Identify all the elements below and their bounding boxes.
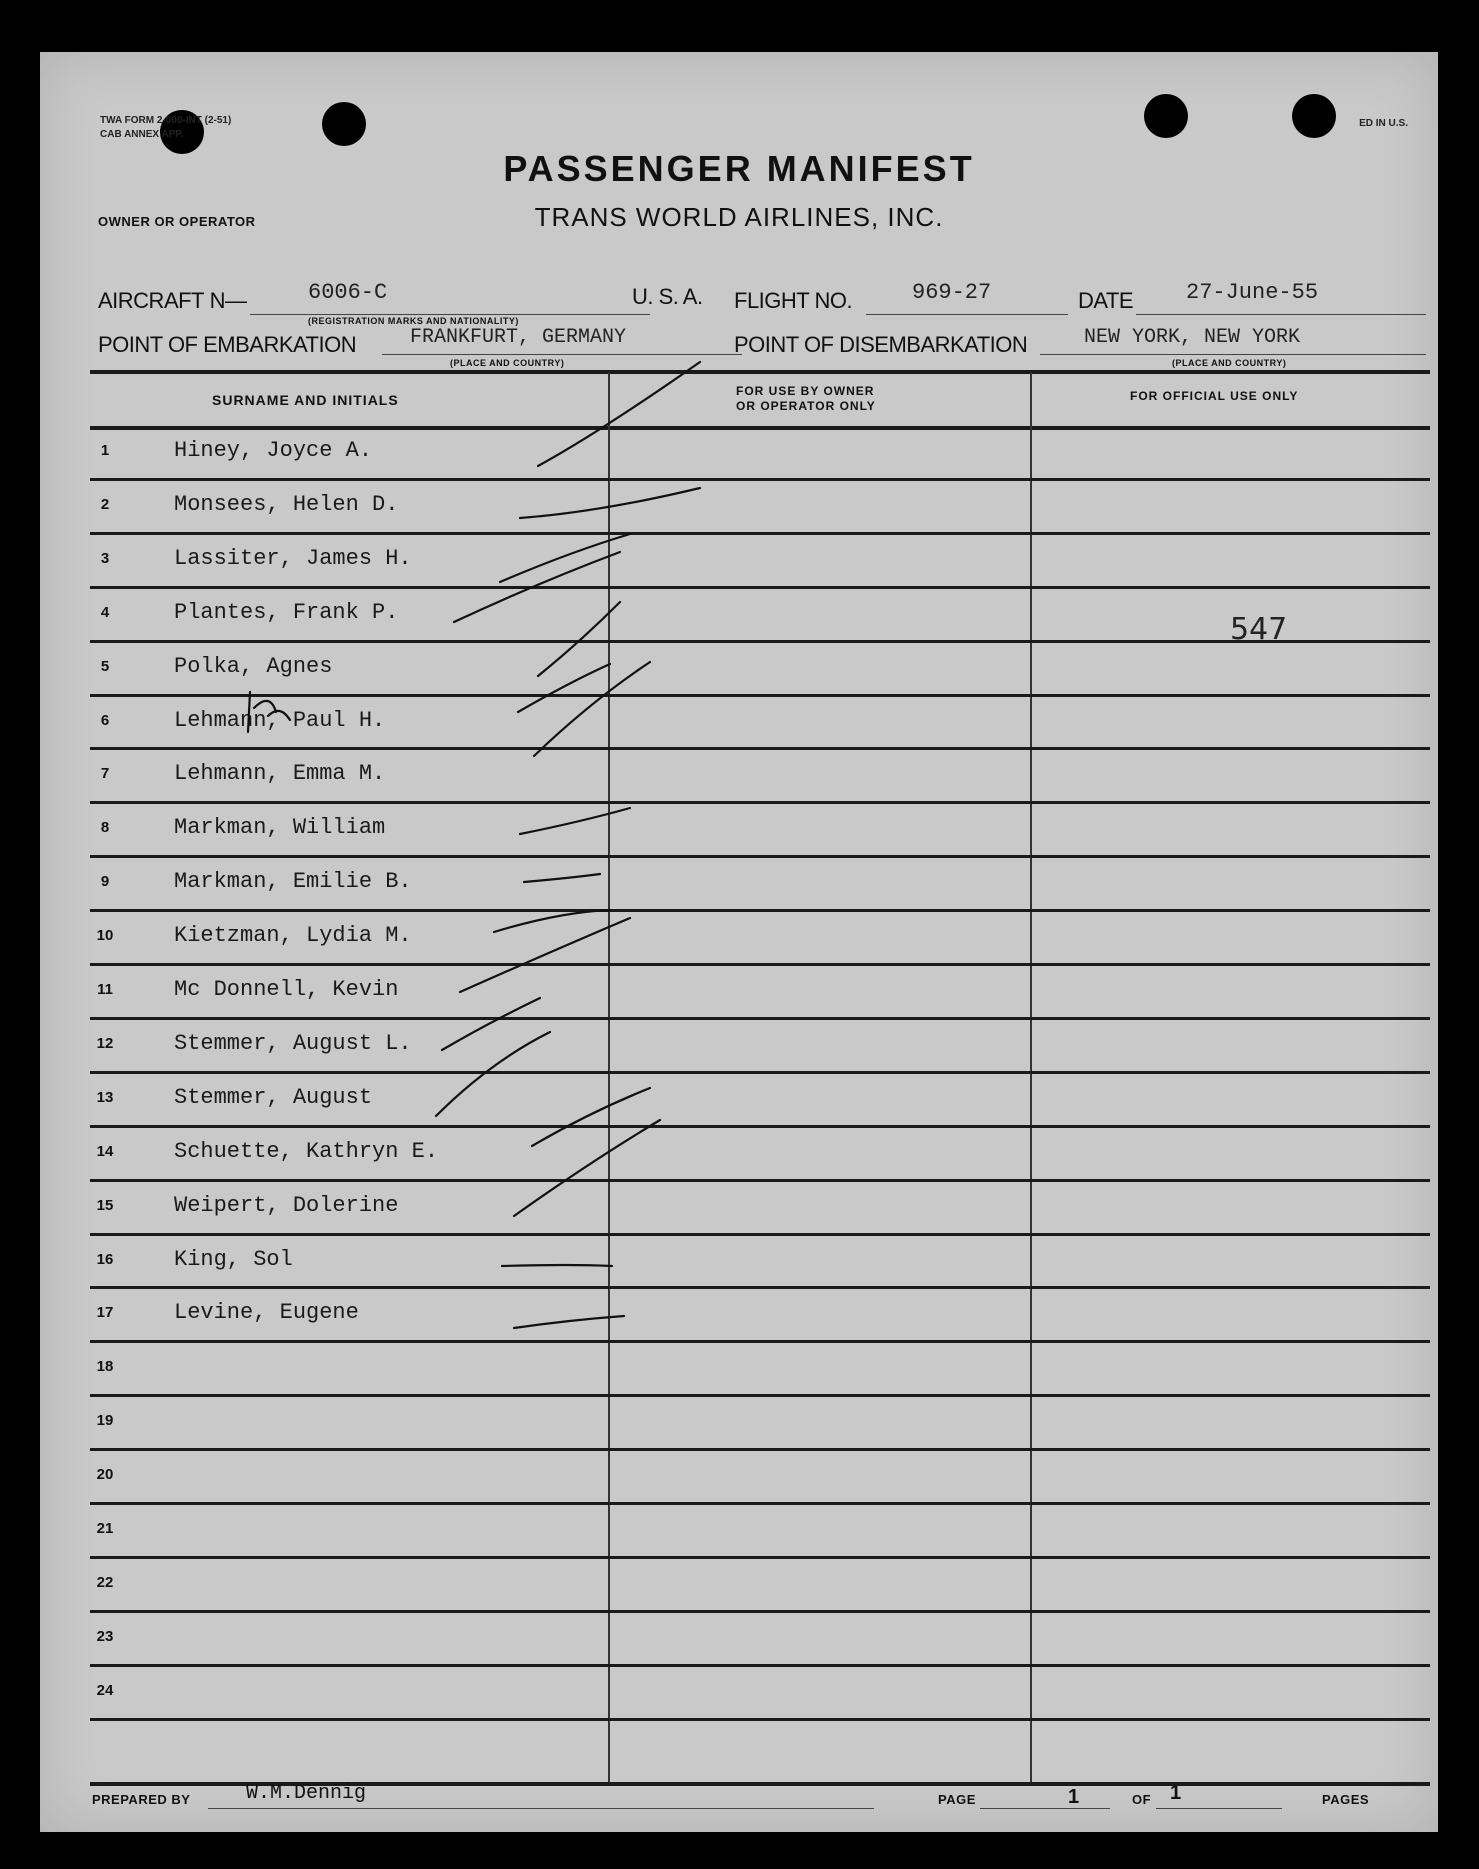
row-number: 10: [96, 927, 114, 945]
disembark-caption: (PLACE AND COUNTRY): [1172, 358, 1287, 368]
aircraft-number: 6006-C: [308, 280, 388, 305]
row-number: 2: [100, 495, 110, 513]
passenger-name: Hiney, Joyce A.: [174, 438, 373, 463]
airline-name: TRANS WORLD AIRLINES, INC.: [534, 202, 944, 232]
registration-caption: (REGISTRATION MARKS AND NATIONALITY): [308, 316, 519, 326]
row-number: 19: [96, 1412, 114, 1430]
row-number: 5: [100, 657, 110, 675]
check-mark: [514, 1316, 624, 1328]
passenger-name: Schuette, Kathryn E.: [174, 1138, 439, 1164]
page-label: PAGE: [938, 1792, 976, 1807]
page-underline: [980, 1808, 1110, 1809]
manifest-sheet: [40, 52, 1438, 1832]
check-mark: [454, 552, 620, 622]
usa-label: U. S. A.: [632, 284, 703, 309]
row-number: 23: [96, 1627, 114, 1645]
manifest-title: PASSENGER MANIFEST: [503, 148, 975, 189]
passenger-name: King, Sol: [174, 1246, 293, 1272]
check-mark: [524, 874, 600, 882]
passenger-name: Levine, Eugene: [174, 1300, 359, 1326]
check-mark: [538, 362, 700, 466]
row-number: 7: [100, 765, 110, 783]
embark-caption: (PLACE AND COUNTRY): [450, 358, 565, 368]
row-number: 3: [100, 549, 110, 567]
flight-number: 969-27: [912, 280, 992, 305]
pages-label: PAGES: [1322, 1792, 1370, 1807]
row-number: 12: [96, 1034, 114, 1052]
flight-label: FLIGHT NO.: [734, 288, 853, 313]
passenger-name: Stemmer, August: [174, 1084, 373, 1110]
disembark-label: POINT OF DISEMBARKATION: [734, 332, 1028, 357]
row-number: 9: [100, 873, 110, 891]
prepared-label: PREPARED BY: [92, 1792, 191, 1807]
passenger-name: Weipert, Dolerine: [174, 1192, 399, 1218]
row-number: 18: [96, 1358, 114, 1376]
row-number: 17: [96, 1304, 114, 1322]
polka-correction: [248, 692, 290, 732]
row-number: 16: [96, 1250, 114, 1268]
owner-use-line2: OR OPERATOR ONLY: [736, 399, 876, 413]
check-mark: [500, 534, 630, 582]
form-id-line2: CAB ANNEX APP.: [100, 129, 184, 140]
check-mark: [518, 664, 610, 712]
check-mark: [494, 910, 610, 932]
page-total: 1: [1170, 1782, 1182, 1804]
owner-label: OWNER OR OPERATOR: [98, 214, 256, 229]
row-number: 24: [96, 1681, 114, 1699]
form-id-right: ED IN U.S.: [1359, 118, 1408, 129]
row-number: 6: [100, 711, 110, 729]
row-number: 22: [96, 1573, 114, 1591]
row-number: 20: [96, 1466, 114, 1484]
passenger-name: Markman, Emilie B.: [174, 869, 412, 895]
passenger-name: Mc Donnell, Kevin: [174, 977, 399, 1002]
passenger-name: Lehmann, Emma M.: [174, 761, 386, 787]
disembark-value: NEW YORK, NEW YORK: [1084, 326, 1301, 349]
check-mark: [534, 662, 650, 756]
page-number: 1: [1068, 1786, 1080, 1808]
passenger-name: Lehmann, Paul H.: [174, 707, 386, 733]
col-header-name: SURNAME AND INITIALS: [212, 392, 399, 408]
row-number: 4: [100, 603, 110, 621]
n-prefix: N—: [209, 288, 247, 313]
of-label: OF: [1132, 1792, 1152, 1807]
row-number: 21: [96, 1520, 114, 1537]
row-number: 8: [100, 819, 110, 837]
passenger-name: Markman, William: [174, 815, 386, 841]
passenger-name: Kietzman, Lydia M.: [174, 923, 412, 949]
check-mark: [514, 1120, 660, 1216]
row-number: 14: [96, 1142, 114, 1160]
embark-value: FRANKFURT, GERMANY: [410, 326, 627, 349]
row-number: 11: [97, 981, 113, 998]
passenger-name: Plantes, Frank P.: [174, 599, 399, 625]
handwritten-check-marks: [40, 52, 1438, 1832]
prepared-by: W.M.Dennig: [246, 1782, 367, 1805]
passenger-name: Lassiter, James H.: [174, 545, 412, 571]
row-number: 13: [96, 1088, 114, 1106]
row-number: 15: [96, 1196, 114, 1214]
date-label: DATE: [1078, 288, 1134, 313]
embark-label: POINT OF EMBARKATION: [98, 332, 357, 357]
form-id-line1: TWA FORM 2-000-INT (2-51): [100, 115, 232, 126]
date-value: 27-June-55: [1186, 280, 1319, 305]
col-header-official: FOR OFFICIAL USE ONLY: [1130, 389, 1299, 403]
check-mark: [460, 918, 630, 992]
check-mark: [442, 998, 540, 1050]
owner-use-line1: FOR USE BY OWNER: [736, 384, 875, 398]
of-underline: [1156, 1808, 1282, 1809]
check-mark: [502, 1265, 612, 1266]
official-note: 547: [1230, 612, 1288, 647]
check-mark: [520, 488, 700, 518]
check-mark: [520, 808, 630, 834]
passenger-name: Polka, Agnes: [174, 653, 333, 679]
row-number: 1: [100, 442, 110, 459]
prepared-underline: [208, 1808, 874, 1809]
passenger-name: Monsees, Helen D.: [174, 491, 399, 517]
aircraft-label-text: AIRCRAFT: [98, 288, 204, 313]
passenger-name: Stemmer, August L.: [174, 1030, 412, 1056]
